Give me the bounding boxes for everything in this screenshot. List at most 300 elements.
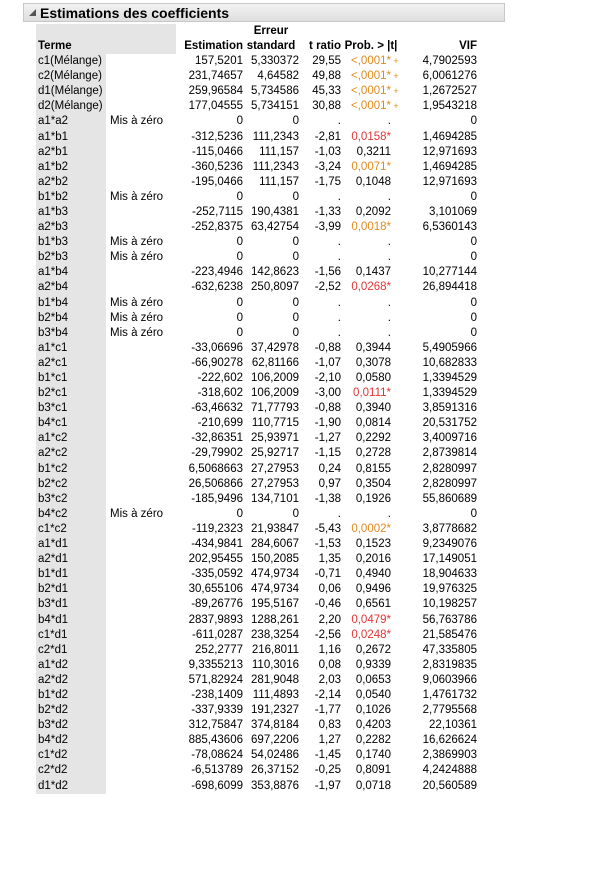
term-cell: b1*d2 <box>36 688 106 703</box>
prob-cell: 0,8155 <box>355 462 391 475</box>
vif-cell: 0 <box>470 311 477 324</box>
prob-cell: 0,0580 <box>355 372 391 385</box>
table-row[interactable] <box>36 416 477 431</box>
estimate-cell: 0 <box>236 296 243 309</box>
term-cell: a2*c1 <box>36 356 106 371</box>
zeroed-cell <box>106 658 176 673</box>
zeroed-cell <box>106 733 176 748</box>
estimate-cell: 231,74657 <box>188 70 243 83</box>
gap-cell <box>401 401 415 416</box>
vif-marker-cell: + <box>393 56 399 67</box>
t-ratio-cell: -0,88 <box>314 402 341 415</box>
prob-cell: 0,1523 <box>355 538 391 551</box>
estimate-cell: -335,0592 <box>191 568 243 581</box>
coefficients-table <box>36 24 477 794</box>
estimate-cell: -63,46632 <box>191 402 243 415</box>
gap-cell <box>401 446 415 461</box>
prob-cell: 0,9339 <box>355 658 391 671</box>
vif-marker-cell <box>391 431 401 446</box>
col-header-stderr[interactable] <box>243 24 299 54</box>
stderr-cell: 474,9734 <box>251 583 299 596</box>
table-row[interactable] <box>36 477 477 492</box>
t-ratio-cell: -0,46 <box>314 598 341 611</box>
estimate-cell: 202,95455 <box>188 553 243 566</box>
vif-cell: 10,682833 <box>422 356 477 369</box>
vif-marker-cell <box>391 175 401 190</box>
gap-cell <box>401 552 415 567</box>
term-cell: b1*b3 <box>36 235 106 250</box>
estimate-cell: -185,9496 <box>191 492 243 505</box>
vif-cell: 1,3394529 <box>422 372 477 385</box>
prob-cell: . <box>387 251 391 264</box>
vif-marker-cell <box>391 522 401 537</box>
table-row[interactable] <box>36 733 477 748</box>
estimate-cell: -698,6099 <box>191 779 243 792</box>
term-cell: a2*d1 <box>36 552 106 567</box>
stderr-cell: 111,4893 <box>252 688 299 701</box>
zeroed-cell <box>106 99 176 114</box>
stderr-cell: 111,157 <box>259 175 299 188</box>
term-cell: b2*b3 <box>36 250 106 265</box>
t-ratio-cell: 49,88 <box>312 70 341 83</box>
vif-marker-cell <box>391 477 401 492</box>
table-row[interactable] <box>36 643 477 658</box>
vif-marker-cell <box>391 250 401 265</box>
zeroed-cell <box>106 688 176 703</box>
table-row[interactable] <box>36 265 477 280</box>
table-row[interactable] <box>36 718 477 733</box>
prob-cell: 0,3078 <box>355 356 391 369</box>
term-cell: a1*c2 <box>36 431 106 446</box>
table-row[interactable] <box>36 145 477 160</box>
t-ratio-cell: -2,52 <box>314 281 341 294</box>
zeroed-cell <box>106 54 176 69</box>
gap-cell <box>401 673 415 688</box>
gap-cell <box>401 688 415 703</box>
prob-cell: 0,6561 <box>355 598 391 611</box>
vif-marker-cell <box>391 552 401 567</box>
prob-cell: . <box>387 507 391 520</box>
table-row[interactable] <box>36 54 477 69</box>
prob-cell: 0,2092 <box>355 205 391 218</box>
t-ratio-cell: . <box>337 296 341 309</box>
t-ratio-cell: 30,88 <box>312 100 341 113</box>
stderr-cell: 0 <box>292 507 299 520</box>
estimate-cell: -318,602 <box>197 387 243 400</box>
stderr-cell: 5,330372 <box>251 55 299 68</box>
vif-cell: 0 <box>470 507 477 520</box>
t-ratio-cell: 0,08 <box>318 658 341 671</box>
term-cell: c2(Mélange) <box>36 69 106 84</box>
vif-cell: 3,8591316 <box>422 402 477 415</box>
vif-marker-cell <box>391 779 401 794</box>
estimate-cell: 0 <box>236 311 243 324</box>
vif-marker-cell <box>391 492 401 507</box>
table-row[interactable] <box>36 673 477 688</box>
term-cell: b1*c1 <box>36 371 106 386</box>
vif-marker-cell <box>391 582 401 597</box>
table-row[interactable] <box>36 220 477 235</box>
table-row[interactable] <box>36 326 477 341</box>
t-ratio-cell: . <box>337 236 341 249</box>
table-row[interactable] <box>36 567 477 582</box>
vif-marker-cell <box>391 462 401 477</box>
table-row[interactable] <box>36 99 477 114</box>
zeroed-cell: Mis à zéro <box>110 251 164 264</box>
table-row[interactable] <box>36 371 477 386</box>
coefficients-table-container <box>36 24 477 794</box>
stderr-cell: 0 <box>292 190 299 203</box>
table-row[interactable] <box>36 114 477 129</box>
vif-cell: 12,971693 <box>422 145 477 158</box>
estimate-cell: -312,5236 <box>191 130 243 143</box>
t-ratio-cell: -2,56 <box>314 628 341 641</box>
prob-cell: 0,4203 <box>355 719 391 732</box>
table-row[interactable] <box>36 84 477 99</box>
t-ratio-cell: -2,81 <box>314 130 341 143</box>
t-ratio-cell: -1,56 <box>314 266 341 279</box>
stderr-cell: 71,77793 <box>251 402 299 415</box>
term-cell: a1*d1 <box>36 537 106 552</box>
t-ratio-cell: . <box>337 251 341 264</box>
t-ratio-cell: 0,83 <box>318 719 341 732</box>
table-row[interactable] <box>36 431 477 446</box>
t-ratio-cell: 1,27 <box>318 734 341 747</box>
vif-cell: 3,8778682 <box>422 522 477 535</box>
term-cell: a1*b3 <box>36 205 106 220</box>
stderr-cell: 27,27953 <box>251 477 299 490</box>
prob-cell: 0,2282 <box>355 734 391 747</box>
stderr-cell: 25,93971 <box>251 432 299 445</box>
estimate-cell: 0 <box>236 251 243 264</box>
prob-cell: 0,3940 <box>355 402 391 415</box>
estimate-cell: 0 <box>236 236 243 249</box>
vif-marker-cell: + <box>393 101 399 112</box>
stderr-cell: 374,8184 <box>251 719 299 732</box>
zeroed-cell <box>106 673 176 688</box>
gap-cell <box>401 84 415 99</box>
zeroed-cell: Mis à zéro <box>110 115 164 128</box>
table-row[interactable] <box>36 356 477 371</box>
zeroed-cell <box>106 522 176 537</box>
vif-cell: 55,860689 <box>422 492 477 505</box>
vif-cell: 0 <box>470 296 477 309</box>
t-ratio-cell: -1,33 <box>314 205 341 218</box>
table-row[interactable] <box>36 537 477 552</box>
prob-cell: 0,3504 <box>355 477 391 490</box>
estimate-cell: 312,75847 <box>188 719 243 732</box>
prob-cell: 0,0479* <box>351 613 391 626</box>
term-cell: d2(Mélange) <box>36 99 106 114</box>
stderr-cell: 54,02486 <box>251 749 299 762</box>
vif-cell: 1,9543218 <box>422 100 477 113</box>
gap-cell <box>401 658 415 673</box>
vif-cell: 56,763786 <box>422 613 477 626</box>
gap-cell <box>401 733 415 748</box>
term-cell: a2*d2 <box>36 673 106 688</box>
estimate-cell: -29,79902 <box>191 447 243 460</box>
term-cell: a1*b1 <box>36 129 106 144</box>
vif-marker-cell <box>391 748 401 763</box>
gap-cell <box>401 477 415 492</box>
t-ratio-cell: -3,99 <box>314 221 341 234</box>
zeroed-cell <box>106 779 176 794</box>
zeroed-cell: Mis à zéro <box>110 236 164 249</box>
stderr-cell: 134,7101 <box>251 492 299 505</box>
vif-cell: 4,2424888 <box>422 764 477 777</box>
table-row[interactable] <box>36 779 477 794</box>
table-row[interactable] <box>36 401 477 416</box>
table-row[interactable] <box>36 190 477 205</box>
prob-cell: 0,3944 <box>355 341 391 354</box>
vif-cell: 2,8280997 <box>422 462 477 475</box>
t-ratio-cell: . <box>337 115 341 128</box>
table-row[interactable] <box>36 235 477 250</box>
table-row[interactable] <box>36 552 477 567</box>
zeroed-cell <box>106 371 176 386</box>
term-cell: b3*c2 <box>36 492 106 507</box>
gap-cell <box>401 175 415 190</box>
col-header-prob[interactable]: Prob. > |t| <box>344 40 398 52</box>
vif-marker-cell <box>391 371 401 386</box>
stderr-cell: 62,81166 <box>251 356 299 369</box>
zeroed-cell <box>106 69 176 84</box>
gap-cell <box>401 356 415 371</box>
estimate-cell: -119,2323 <box>192 522 243 535</box>
zeroed-cell <box>106 265 176 280</box>
prob-cell: 0,3211 <box>356 145 391 158</box>
table-row[interactable] <box>36 507 477 522</box>
vif-marker-cell <box>391 205 401 220</box>
vif-cell: 1,4694285 <box>422 160 477 173</box>
vif-cell: 0 <box>470 326 477 339</box>
gap-cell <box>401 54 415 69</box>
vif-marker-cell <box>391 341 401 356</box>
vif-marker-cell <box>391 567 401 582</box>
prob-cell: 0,2016 <box>355 553 391 566</box>
zeroed-cell <box>106 205 176 220</box>
term-cell: a2*b1 <box>36 145 106 160</box>
prob-cell: <,0001* <box>351 100 391 113</box>
prob-cell: <,0001* <box>351 70 391 83</box>
table-row[interactable] <box>36 462 477 477</box>
col-header-term[interactable]: Terme <box>36 24 106 54</box>
stderr-cell: 110,7715 <box>251 417 299 430</box>
vif-cell: 0 <box>470 115 477 128</box>
stderr-cell: 0 <box>292 251 299 264</box>
vif-marker-cell <box>391 416 401 431</box>
table-row[interactable] <box>36 522 477 537</box>
estimate-cell: 9,3355213 <box>188 658 243 671</box>
table-row[interactable] <box>36 703 477 718</box>
table-row[interactable] <box>36 446 477 461</box>
col-header-vif[interactable]: VIF <box>459 40 477 52</box>
estimate-cell: 0 <box>236 326 243 339</box>
vif-marker-cell <box>391 718 401 733</box>
stderr-cell: 5,734151 <box>251 100 299 113</box>
estimate-cell: -252,8375 <box>191 221 243 234</box>
term-cell: b2*d1 <box>36 582 106 597</box>
prob-cell: 0,1437 <box>355 266 391 279</box>
t-ratio-cell: -1,97 <box>314 779 341 792</box>
table-row[interactable] <box>36 582 477 597</box>
table-row[interactable] <box>36 628 477 643</box>
term-cell: a2*b4 <box>36 280 106 295</box>
vif-marker-cell <box>391 386 401 401</box>
vif-marker-cell <box>391 643 401 658</box>
t-ratio-cell: 2,20 <box>318 613 341 626</box>
estimate-cell: -89,26776 <box>191 598 243 611</box>
t-ratio-cell: . <box>337 311 341 324</box>
vif-marker-cell <box>391 673 401 688</box>
stderr-cell: 0 <box>292 236 299 249</box>
vif-marker-cell <box>391 703 401 718</box>
vif-cell: 0 <box>470 251 477 264</box>
term-cell: c1*d2 <box>36 748 106 763</box>
stderr-cell: 284,6067 <box>251 538 299 551</box>
estimate-cell: -66,90278 <box>191 356 243 369</box>
t-ratio-cell: -2,14 <box>314 688 341 701</box>
zeroed-cell <box>106 280 176 295</box>
zeroed-cell <box>106 462 176 477</box>
prob-cell: . <box>387 326 391 339</box>
vif-marker-cell <box>391 688 401 703</box>
zeroed-cell <box>106 160 176 175</box>
table-row[interactable] <box>36 129 477 144</box>
prob-cell: 0,0111* <box>353 387 391 400</box>
stderr-cell: 110,3016 <box>251 658 299 671</box>
vif-cell: 1,3394529 <box>422 387 477 400</box>
table-row[interactable] <box>36 341 477 356</box>
table-row[interactable] <box>36 69 477 84</box>
table-row[interactable] <box>36 763 477 778</box>
vif-marker-cell <box>391 612 401 627</box>
zeroed-cell <box>106 431 176 446</box>
vif-cell: 10,277144 <box>422 266 477 279</box>
table-row[interactable] <box>36 748 477 763</box>
zeroed-cell <box>106 492 176 507</box>
vif-cell: 1,4761732 <box>422 688 477 701</box>
vif-marker-cell: + <box>393 71 399 82</box>
zeroed-cell <box>106 748 176 763</box>
vif-marker-cell <box>391 597 401 612</box>
vif-marker-cell <box>391 537 401 552</box>
stderr-cell: 697,2206 <box>251 734 299 747</box>
stderr-cell: 142,8623 <box>251 266 299 279</box>
term-cell: b4*c1 <box>36 416 106 431</box>
vif-cell: 17,149051 <box>422 553 477 566</box>
table-row[interactable] <box>36 205 477 220</box>
table-row[interactable] <box>36 612 477 627</box>
zeroed-cell <box>106 612 176 627</box>
vif-cell: 16,626624 <box>422 734 477 747</box>
zeroed-cell <box>106 628 176 643</box>
estimate-cell: 0 <box>236 190 243 203</box>
stderr-cell: 1288,261 <box>251 613 299 626</box>
zeroed-cell: Mis à zéro <box>110 311 164 324</box>
term-cell: b2*c1 <box>36 386 106 401</box>
estimate-cell: -632,6238 <box>191 281 243 294</box>
vif-cell: 26,894418 <box>422 281 477 294</box>
disclosure-triangle-icon[interactable] <box>29 9 36 16</box>
table-row[interactable] <box>36 688 477 703</box>
table-row[interactable] <box>36 492 477 507</box>
panel-header[interactable] <box>23 3 505 22</box>
gap-cell <box>401 567 415 582</box>
table-row[interactable] <box>36 296 477 311</box>
stderr-cell: 474,9734 <box>251 568 299 581</box>
term-cell: b4*c2 <box>36 507 106 522</box>
stderr-cell: 0 <box>292 326 299 339</box>
estimate-cell: -360,5236 <box>191 160 243 173</box>
prob-cell: 0,0002* <box>351 522 391 535</box>
term-cell: a1*d2 <box>36 658 106 673</box>
table-row[interactable] <box>36 658 477 673</box>
stderr-cell: 26,37152 <box>251 764 299 777</box>
term-cell: b3*b4 <box>36 326 106 341</box>
estimate-cell: 259,96584 <box>188 85 243 98</box>
t-ratio-cell: 29,55 <box>312 55 341 68</box>
term-cell: d1*d2 <box>36 779 106 794</box>
term-cell: c1(Mélange) <box>36 54 106 69</box>
t-ratio-cell: -3,00 <box>314 387 341 400</box>
zeroed-cell <box>106 552 176 567</box>
table-row[interactable] <box>36 597 477 612</box>
t-ratio-cell: -0,71 <box>314 568 341 581</box>
vif-marker-cell <box>391 733 401 748</box>
vif-cell: 20,531752 <box>422 417 477 430</box>
vif-marker-cell <box>391 401 401 416</box>
estimate-cell: 6,5068663 <box>188 462 243 475</box>
col-header-tratio[interactable]: t ratio <box>309 40 341 52</box>
estimate-cell: -434,9841 <box>191 538 243 551</box>
gap-cell <box>401 779 415 794</box>
term-cell: b3*c1 <box>36 401 106 416</box>
gap-cell <box>401 431 415 446</box>
zeroed-cell: Mis à zéro <box>110 507 164 520</box>
table-row[interactable] <box>36 160 477 175</box>
estimate-cell: 2837,9893 <box>188 613 243 626</box>
vif-marker-cell <box>391 145 401 160</box>
term-cell: b4*d1 <box>36 612 106 627</box>
gap-cell <box>401 492 415 507</box>
prob-cell: 0,0158* <box>351 130 391 143</box>
table-row[interactable] <box>36 175 477 190</box>
vif-cell: 20,560589 <box>422 779 477 792</box>
table-row[interactable] <box>36 280 477 295</box>
vif-marker-cell: + <box>393 86 399 97</box>
estimate-cell: -238,1409 <box>191 688 243 701</box>
term-cell: b2*c2 <box>36 477 106 492</box>
zeroed-cell <box>106 341 176 356</box>
col-header-estimate[interactable]: Estimation <box>184 40 243 52</box>
table-row[interactable] <box>36 311 477 326</box>
estimate-cell: 0 <box>236 507 243 520</box>
gap-cell <box>401 250 415 265</box>
vif-cell: 47,335805 <box>422 643 477 656</box>
t-ratio-cell: -1,77 <box>314 704 341 717</box>
gap-cell <box>401 326 415 341</box>
table-row[interactable] <box>36 250 477 265</box>
stderr-cell: 5,734586 <box>251 85 299 98</box>
zeroed-cell <box>106 386 176 401</box>
stderr-cell: 111,157 <box>259 145 299 158</box>
stderr-cell: 106,2009 <box>251 372 299 385</box>
zeroed-cell <box>106 477 176 492</box>
t-ratio-cell: -1,75 <box>314 175 341 188</box>
table-row[interactable] <box>36 386 477 401</box>
estimate-cell: -223,4946 <box>191 266 243 279</box>
